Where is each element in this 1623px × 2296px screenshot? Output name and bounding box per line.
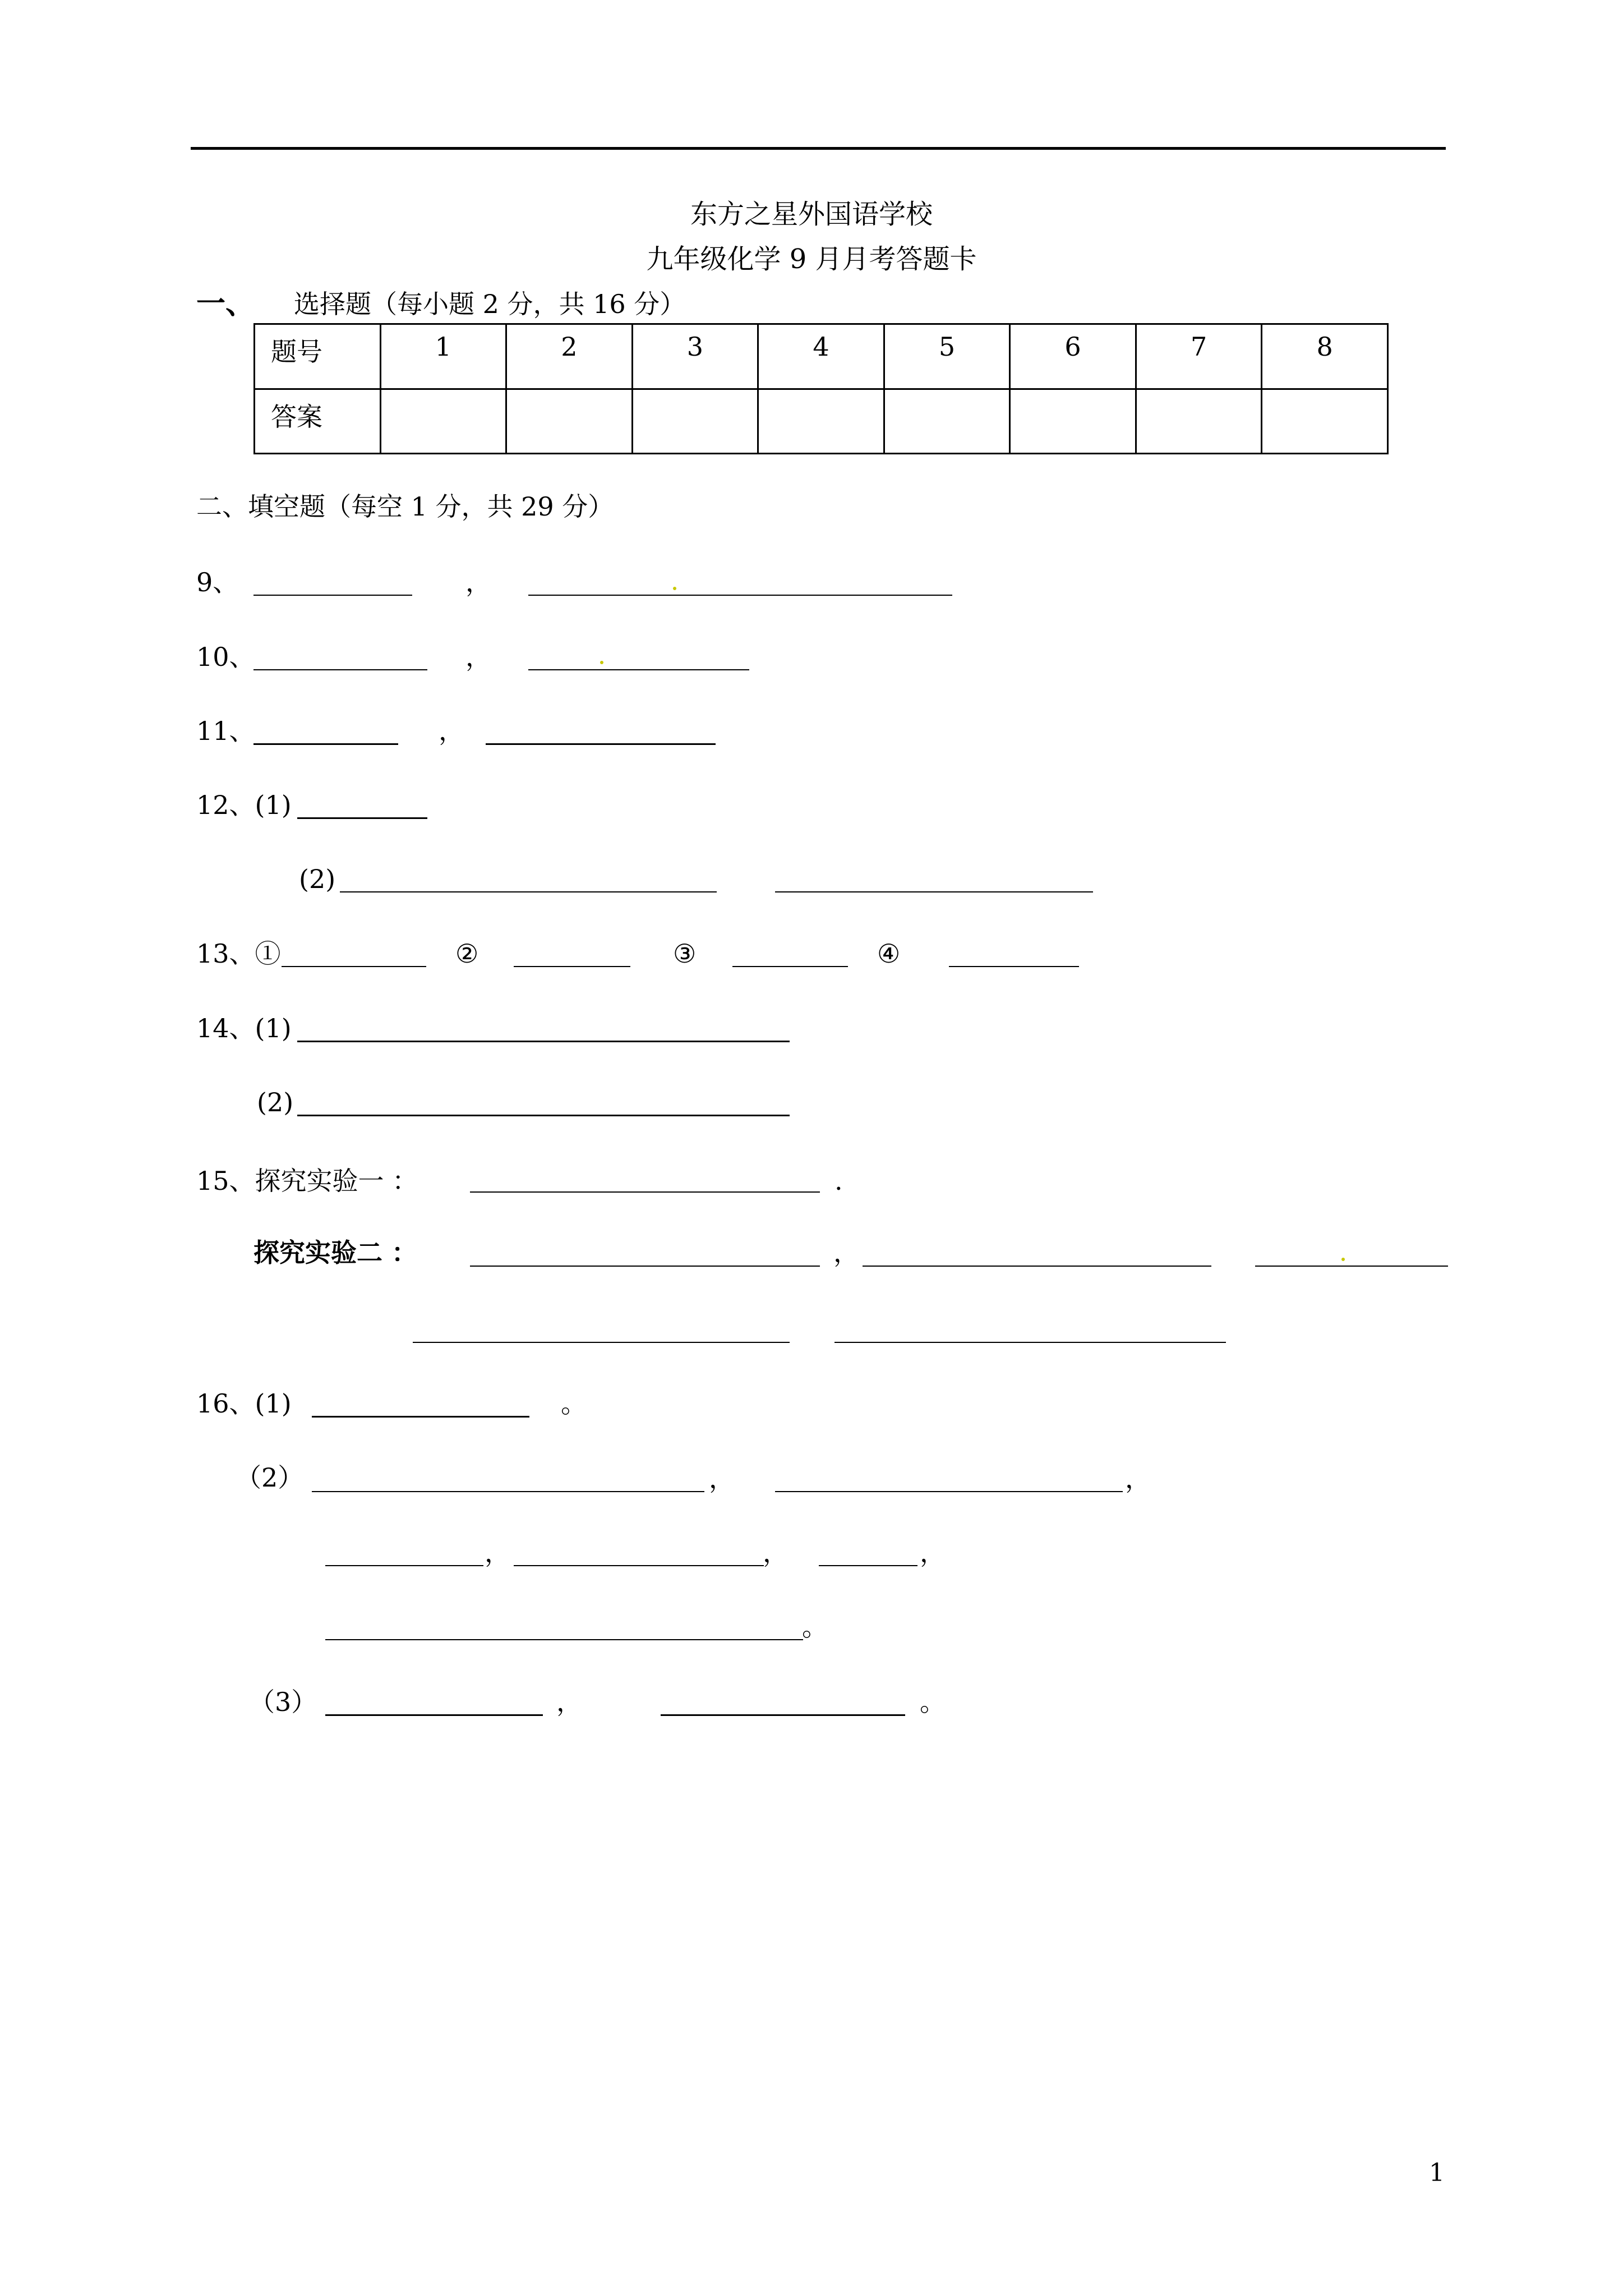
grid-number: 6 [1010,324,1136,389]
q14-2-blank[interactable] [297,1115,790,1116]
q16-3-blank-2[interactable] [661,1714,905,1716]
answer-cell[interactable] [1010,389,1136,454]
q16-2-blank-3[interactable] [325,1565,483,1566]
answer-cell[interactable] [1262,389,1388,454]
grid-number: 8 [1262,324,1388,389]
q13-3-label: ③ [673,938,697,969]
q11-blank-2[interactable] [486,743,716,745]
q10-comma: ， [465,642,491,672]
grid-number: 2 [506,324,633,389]
school-name: 东方之星外国语学校 [690,199,933,230]
q14-2-label: (2) [257,1087,294,1117]
q16-1-blank[interactable] [312,1416,529,1418]
q16-2-blank-1[interactable] [312,1491,704,1492]
q16-3-label: （3） [249,1687,317,1717]
q13-label: 13、① [196,938,281,969]
q10-blank-2[interactable] [528,669,749,670]
q16-3-period: 。 [920,1687,946,1717]
q15-exp2-comma: ， [833,1237,859,1268]
answer-cell[interactable] [1136,389,1262,454]
section2-title: 二、填空题（每空 1 分，共 29 分） [196,491,614,522]
answer-cell[interactable] [758,389,884,454]
q11-comma: ， [439,716,464,746]
q16-2-comma-2: ， [1125,1464,1151,1494]
ink-speck [673,587,676,590]
answer-cell[interactable] [884,389,1010,454]
q15-exp2-label: 探究实验二 ： [253,1237,418,1268]
q16-2-comma-1: ， [709,1464,735,1494]
q12-1-blank[interactable] [297,817,427,819]
q11-label: 11、 [196,716,255,746]
section1-title: 选择题（每小题 2 分，共 16 分） [294,289,686,319]
q13-blank-4[interactable] [949,966,1079,967]
q13-4-label: ④ [877,938,901,969]
q16-3-comma: ， [556,1687,582,1717]
exam-title: 九年级化学 9 月月考答题卡 [646,243,977,275]
q16-2-blank-5[interactable] [819,1565,917,1566]
answer-grid [253,323,1389,454]
q13-blank-3[interactable] [732,966,848,967]
q15-exp1-period: . [834,1166,843,1196]
q16-2-blank-2[interactable] [775,1491,1123,1492]
q16-2-comma-4: ， [763,1538,789,1568]
q16-3-blank-1[interactable] [325,1714,543,1716]
q16-label: 16、(1) [196,1388,292,1419]
q9-blank-1[interactable] [253,595,412,596]
answer-cell[interactable] [632,389,758,454]
grid-label-answer: 答案 [255,389,381,454]
answer-grid-number-row [255,324,1388,389]
q9-blank-2[interactable] [528,595,952,596]
q12-2-blank-2[interactable] [775,891,1093,892]
q12-2-label: (2) [299,864,336,894]
q16-2-comma-3: ， [485,1538,510,1568]
grid-label-question-number: 题号 [255,324,381,389]
q9-label: 9、 [196,567,239,597]
q9-comma: ， [465,567,491,597]
grid-number: 5 [884,324,1010,389]
q14-1-blank[interactable] [297,1041,790,1042]
grid-number: 4 [758,324,884,389]
answer-grid-answer-row [255,389,1388,454]
q16-2-blank-4[interactable] [514,1565,764,1566]
q11-blank-1[interactable] [253,743,398,745]
q12-label: 12、(1) [196,790,292,820]
q16-2-comma-5: ， [920,1538,946,1568]
q16-2-blank-6[interactable] [325,1639,803,1640]
header-rule [191,147,1446,150]
q15-exp2-blank-3[interactable] [1255,1266,1448,1267]
grid-number: 1 [380,324,506,389]
q13-blank-2[interactable] [514,966,630,967]
q16-2-period: 。 [802,1612,828,1642]
answer-cell[interactable] [380,389,506,454]
q16-2-label: （2） [236,1462,304,1493]
q16-1-period: 。 [561,1388,587,1419]
page-number: 1 [1429,2159,1445,2187]
q12-2-blank-1[interactable] [340,891,717,892]
answer-cell[interactable] [506,389,633,454]
q15-exp2-blank-1[interactable] [470,1266,820,1267]
section1-number: 一、 [196,287,255,321]
q10-label: 10、 [196,642,255,672]
ink-speck [1341,1258,1345,1261]
q15-label-prefix: 15、探究实验一 ： [196,1166,418,1196]
q14-label: 14、(1) [196,1013,292,1043]
q15-exp2-blank-2[interactable] [863,1266,1211,1267]
ink-speck [600,661,603,664]
q15-exp1-blank[interactable] [470,1191,820,1193]
grid-number: 3 [632,324,758,389]
q15-exp2-blank-5[interactable] [834,1342,1226,1343]
q13-2-label: ② [455,938,479,969]
q10-blank-1[interactable] [253,669,427,670]
q13-blank-1[interactable] [282,966,426,967]
q15-exp2-blank-4[interactable] [413,1342,790,1343]
grid-number: 7 [1136,324,1262,389]
